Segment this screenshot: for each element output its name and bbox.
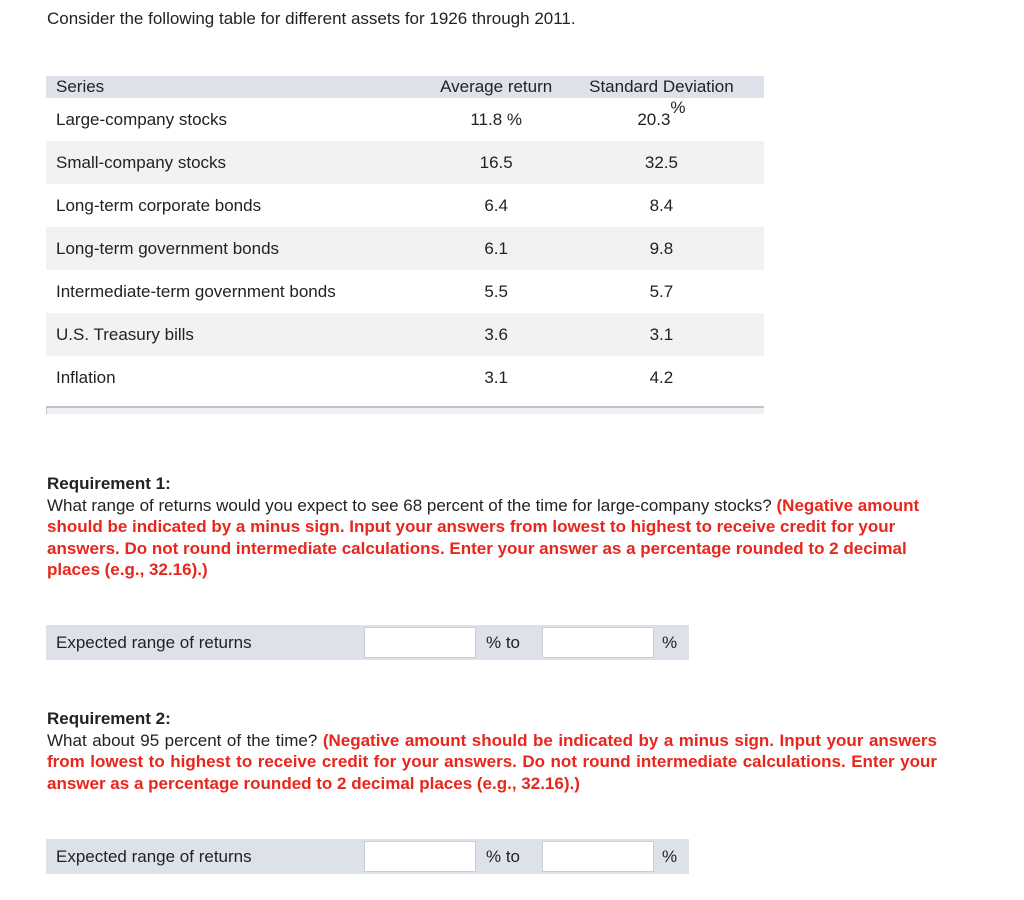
std-dev: 4.2	[649, 367, 674, 387]
std-dev: 9.8	[559, 227, 764, 270]
answer-2-label: Expected range of returns	[56, 847, 252, 866]
answer-1-percent: %	[662, 633, 678, 652]
std-dev-cell	[559, 98, 764, 141]
std-dev: 3.1	[559, 313, 764, 356]
series-name: Intermediate-term government bonds	[56, 281, 336, 301]
header-series: Series	[46, 76, 433, 98]
average-return: 16.5	[433, 141, 558, 184]
average-return: 6.4	[484, 195, 508, 215]
series-name: U.S. Treasury bills	[46, 313, 433, 356]
answer-1-high-input[interactable]	[542, 627, 654, 658]
header-average-return: Average return	[433, 76, 558, 98]
series-name: Small-company stocks	[46, 141, 433, 184]
requirement-1	[47, 473, 937, 581]
table-row	[46, 227, 764, 270]
std-dev: 5.7	[649, 281, 674, 301]
answer-1-to: % to	[486, 633, 521, 652]
requirement-2-note: (Negative amount should be indicated by a minus sign. Input your answers from lowest to highest to receive credit for your answers. Do not round intermediate calculations. Enter your answer as a percentage rounded to 2 decimal places (e.g., 32.16).)	[47, 730, 937, 793]
answer-row-2	[46, 839, 689, 874]
assets-table	[46, 76, 764, 399]
header-standard-deviation: Standard Deviation	[559, 76, 764, 98]
std-dev: 32.5	[559, 141, 764, 184]
table-header-row	[46, 76, 764, 98]
answer-row-1	[46, 625, 689, 660]
requirement-2-question: What about 95 percent of the time?	[47, 730, 318, 750]
answer-1-low-input[interactable]	[364, 627, 476, 658]
table-row	[46, 98, 764, 141]
std-dev: 20.3	[637, 109, 671, 129]
series-name: Inflation	[56, 367, 116, 387]
requirement-1-title: Requirement 1:	[47, 474, 171, 493]
answer-2-percent: %	[662, 847, 678, 866]
answer-2-high-input[interactable]	[542, 841, 654, 872]
requirement-1-note: (Negative amount should be indicated by a minus sign. Input your answers from lowest to highest to receive credit for your answers. Do not round intermediate calculations. Enter your answer as a percentage rounded to 2 decimal places (e.g., 32.16).)	[47, 495, 920, 579]
intro-text: Consider the following table for different assets for 1926 through 2011.	[47, 9, 576, 28]
table-row	[46, 184, 764, 227]
answer-2-to: % to	[486, 847, 521, 866]
requirement-2	[47, 708, 937, 794]
table-row	[46, 141, 764, 184]
answer-2-low-input[interactable]	[364, 841, 476, 872]
table-row	[46, 356, 764, 399]
average-return: 11.8 %	[470, 109, 522, 129]
table-row	[46, 270, 764, 313]
requirement-2-title: Requirement 2:	[47, 709, 171, 728]
average-return: 6.1	[433, 227, 558, 270]
std-dev-unit: %	[670, 97, 686, 117]
table-row	[46, 313, 764, 356]
requirement-1-question: What range of returns would you expect to see 68 percent of the time for large-company stocks?	[47, 495, 772, 515]
answer-1-label: Expected range of returns	[56, 633, 252, 652]
average-return: 3.1	[484, 367, 508, 387]
std-dev: 8.4	[649, 195, 674, 215]
average-return: 3.6	[433, 313, 558, 356]
average-return: 5.5	[484, 281, 508, 301]
table-scrollbar[interactable]	[46, 406, 764, 414]
series-name: Long-term government bonds	[46, 227, 433, 270]
series-name: Long-term corporate bonds	[56, 195, 262, 215]
series-name: Large-company stocks	[56, 109, 228, 129]
